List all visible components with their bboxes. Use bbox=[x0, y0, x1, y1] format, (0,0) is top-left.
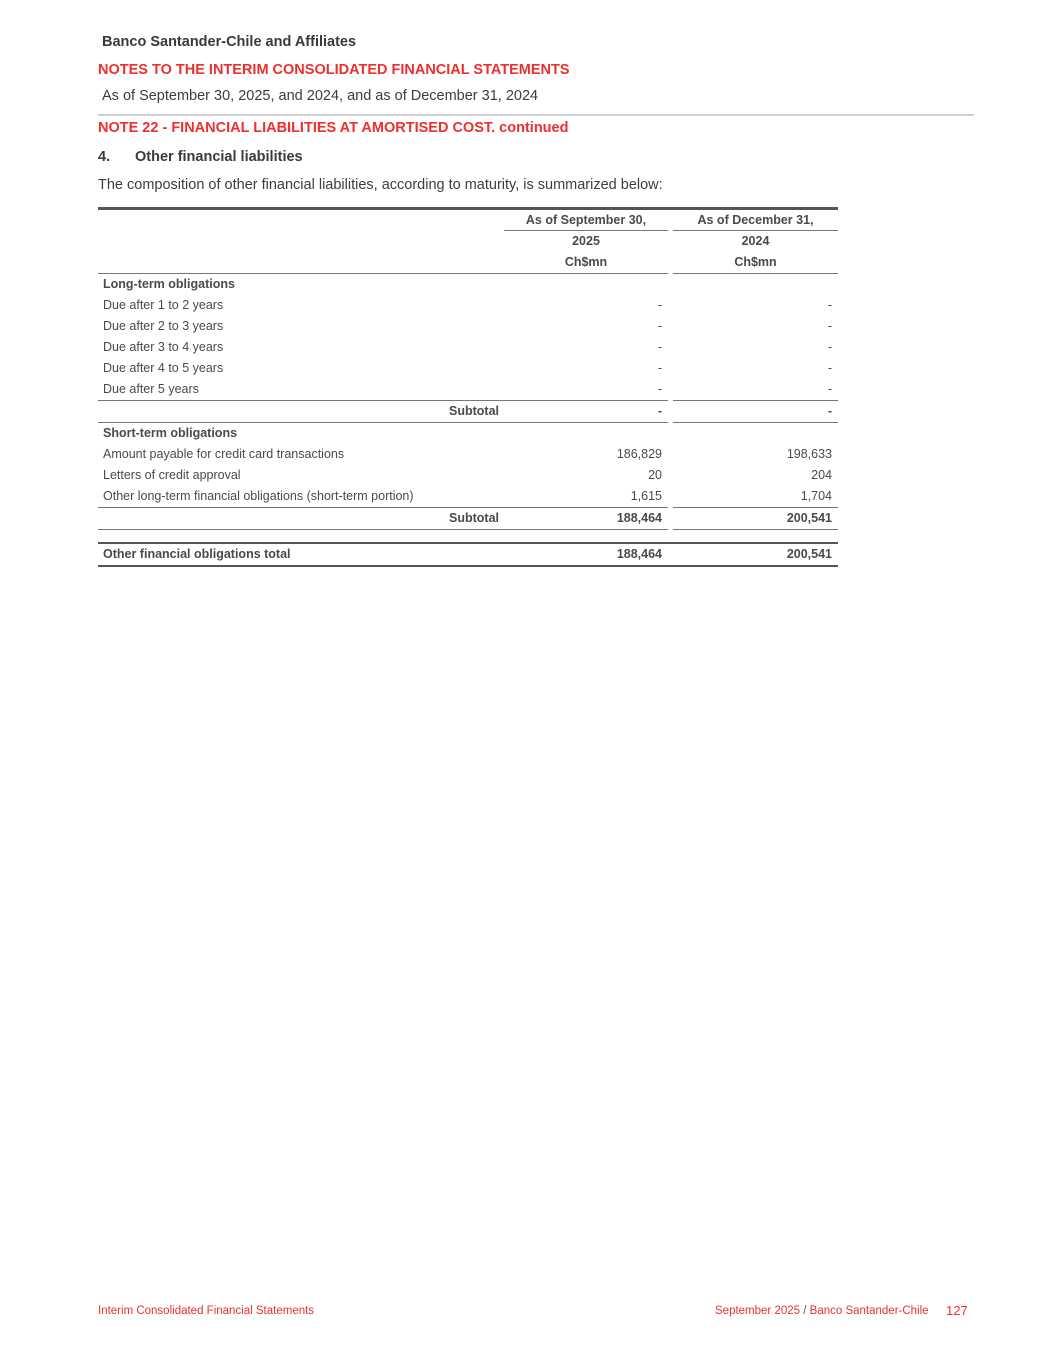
col2-unit: Ch$mn bbox=[734, 255, 777, 269]
header-row-period bbox=[98, 210, 838, 231]
long-term-subtotal: Subtotal - - bbox=[449, 404, 832, 418]
footer-bank: Banco Santander-Chile bbox=[809, 1305, 929, 1317]
section-heading bbox=[98, 149, 303, 165]
row-label: Other long-term financial obligations (short-term portion) bbox=[103, 489, 414, 503]
table-row: Due after 5 years - - bbox=[98, 379, 838, 400]
table-row: Letters of credit approval 20 204 bbox=[98, 465, 838, 486]
row-label: Due after 5 years bbox=[103, 382, 199, 396]
table-row: Due after 4 to 5 years - - bbox=[98, 358, 838, 379]
table-row: Amount payable for credit card transactions 186,829 198,633 bbox=[98, 444, 838, 465]
table-row: Due after 2 to 3 years - - bbox=[98, 316, 838, 337]
row-label: Due after 2 to 3 years bbox=[103, 319, 224, 333]
long-term-heading: Long-term obligations bbox=[103, 277, 235, 291]
row-label: Amount payable for credit card transactions bbox=[103, 447, 345, 461]
header-divider bbox=[98, 114, 974, 116]
col1-period: As of September 30, bbox=[525, 213, 647, 227]
as-of-date: As of September 30, 2025, and 2024, and as of December 31, 2024 bbox=[102, 88, 539, 104]
footer-document-title: Interim Consolidated Financial Statements bbox=[98, 1305, 315, 1317]
footer-edition bbox=[715, 1305, 929, 1317]
section-title: Other financial liabilities bbox=[135, 149, 303, 165]
col2-period: As of December 31, bbox=[697, 213, 814, 227]
col1-year: 2025 bbox=[572, 234, 600, 248]
page-number: 127 bbox=[946, 1303, 968, 1318]
header-row-unit bbox=[98, 252, 838, 273]
table-row: Due after 3 to 4 years - - bbox=[98, 337, 838, 358]
section-number: 4. bbox=[98, 149, 111, 165]
footer-date: September 2025 bbox=[715, 1305, 801, 1317]
notes-title: NOTES TO THE INTERIM CONSOLIDATED FINANCIAL STATEMENTS bbox=[98, 62, 570, 78]
section-intro: The composition of other financial liabilities, according to maturity, is summarized below: bbox=[98, 177, 663, 193]
table-row: Other long-term financial obligations (short-term portion) 1,615 1,704 bbox=[98, 486, 838, 507]
short-term-subtotal: Subtotal 188,464 200,541 bbox=[449, 511, 832, 525]
total-row: Other financial obligations total 188,464 200,541 bbox=[103, 547, 832, 561]
row-label: Letters of credit approval bbox=[103, 468, 241, 482]
col2-year: 2024 bbox=[741, 234, 770, 248]
other-financial-liabilities-table bbox=[98, 207, 838, 567]
row-label: Due after 1 to 2 years bbox=[103, 298, 224, 312]
short-term-heading: Short-term obligations bbox=[103, 426, 238, 440]
row-label: Due after 3 to 4 years bbox=[103, 340, 224, 354]
row-label: Due after 4 to 5 years bbox=[103, 361, 224, 375]
note-title: NOTE 22 - FINANCIAL LIABILITIES AT AMORTISED COST. continued bbox=[98, 120, 569, 136]
footer-separator: / bbox=[803, 1305, 807, 1317]
total-bottom-rule bbox=[98, 565, 838, 567]
header-row-year bbox=[98, 231, 838, 252]
table-row: Due after 1 to 2 years - - bbox=[98, 295, 838, 316]
company-name: Banco Santander-Chile and Affiliates bbox=[102, 34, 357, 50]
col1-unit: Ch$mn bbox=[564, 255, 608, 269]
